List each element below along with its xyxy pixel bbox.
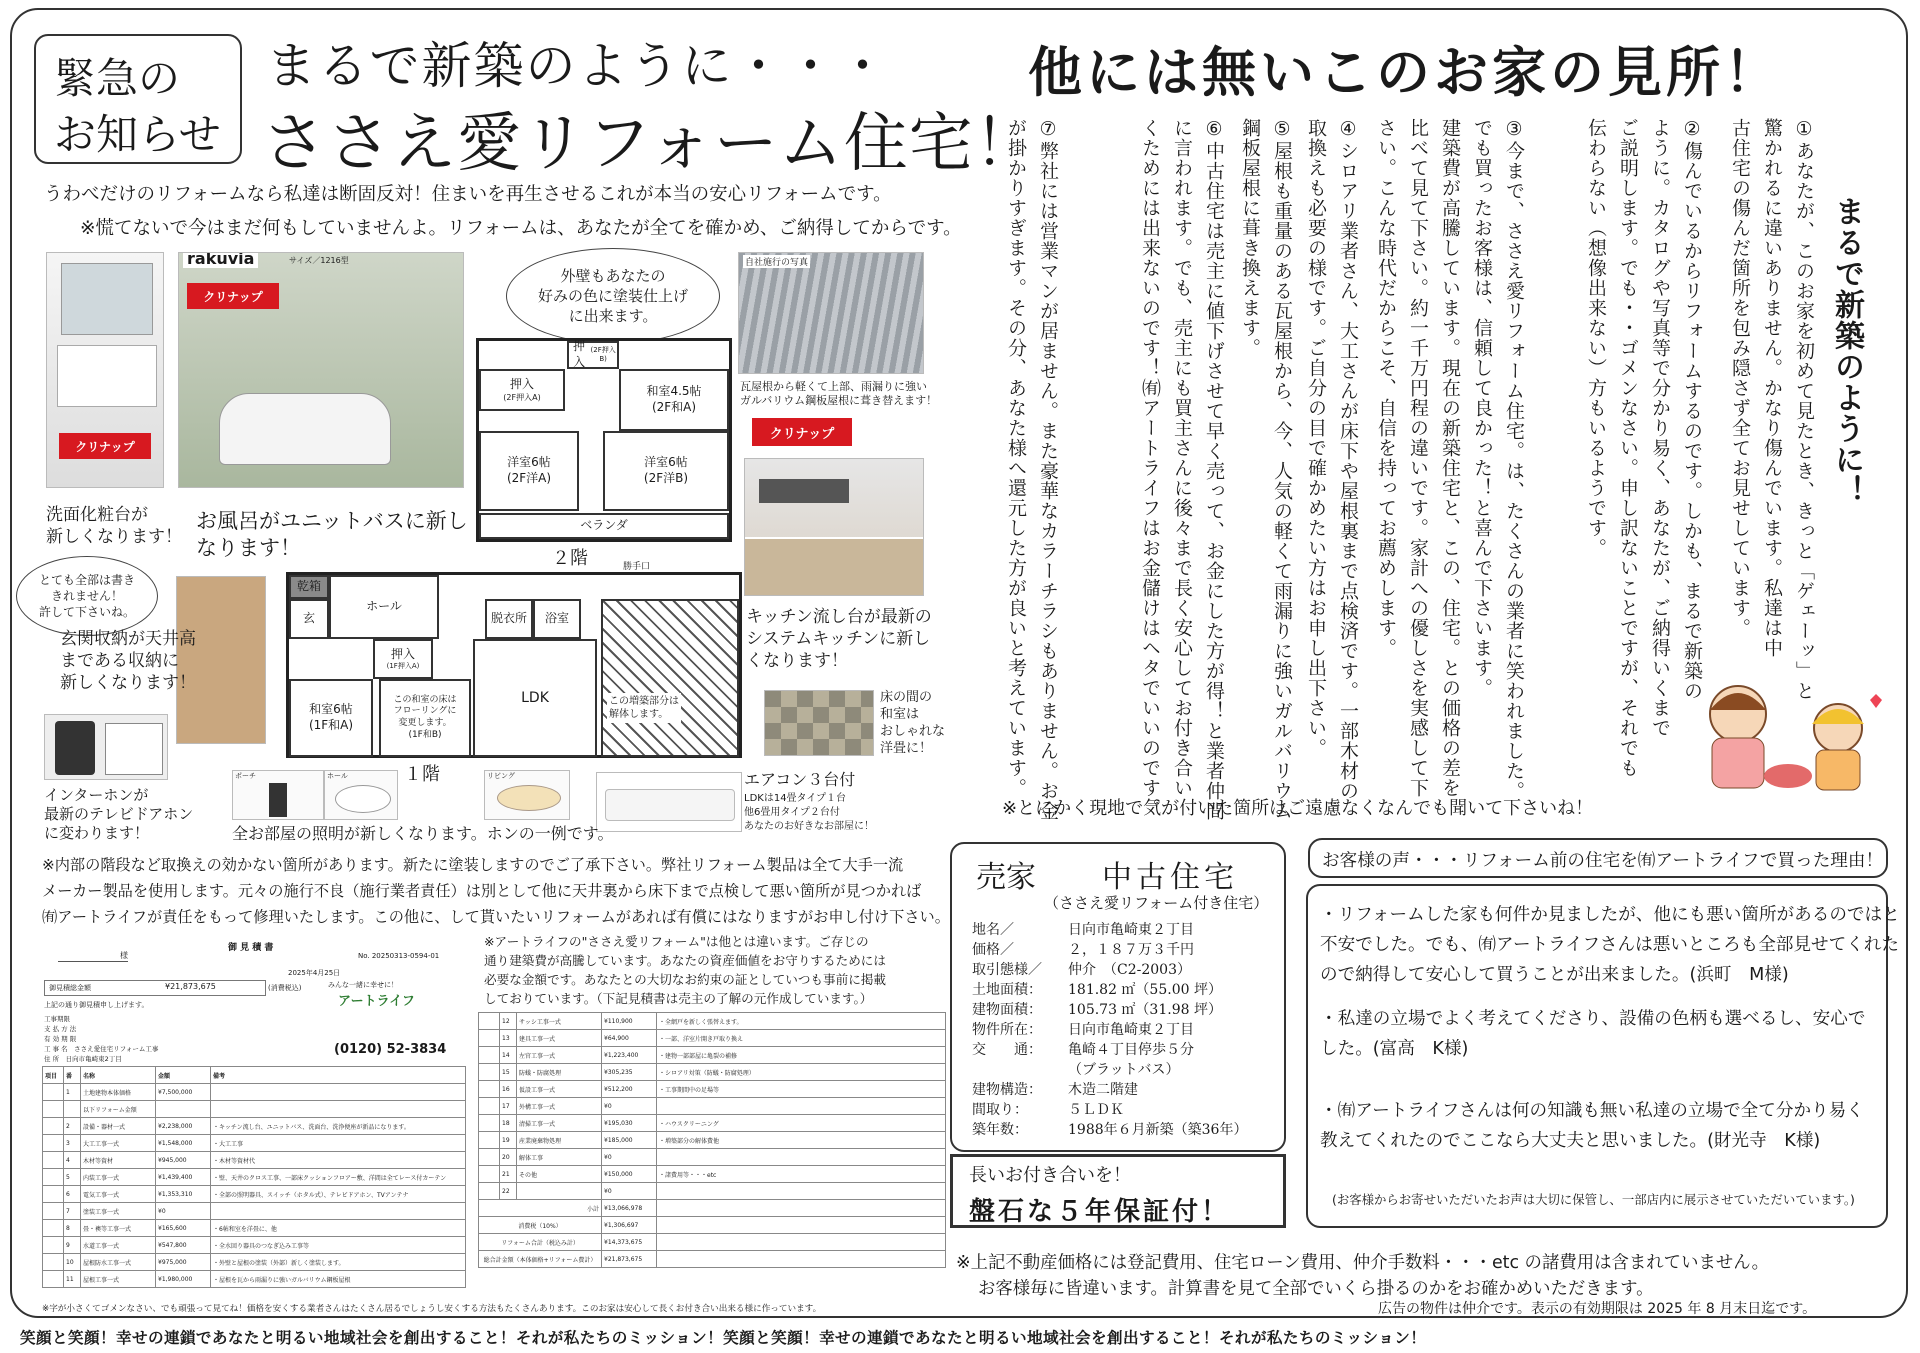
intro-line2: ※慌てないで今はまだ何もしていませんよ。リフォームは、あなたが全てを確かめ、ご納得してからです。 — [80, 218, 962, 239]
exterior-caption: 外壁もあなたの 好みの色に塗装仕上げ に出来ます。 — [537, 266, 688, 326]
estimate-title: 御 見 積 書 — [228, 943, 274, 953]
vertical-p2: ②傷んでいるからリフォームするのです。しかも、まるで新築の ように。カタログや写真等で分かり易く、あなたが、ご納得いくまで ご説明します。でも・・ゴメンなさい。申し訳ないことですが、それでも 伝わらない（想像出来ない）方もいるようです。 — [1585, 118, 1703, 778]
extension-note: この増築部分は 解体します。 — [607, 693, 681, 723]
tatami-caption: 床の間の 和室は おしゃれな 洋畳に！ — [880, 690, 946, 756]
tatami-photo — [764, 690, 874, 756]
estimate-amount-label: 御見積総金額 — [49, 984, 91, 992]
sale-subtitle: （ささえ愛リフォーム付き住宅） — [1044, 894, 1269, 912]
bottom-note-2: お客様毎に皆違います。計算書を見て全部でいくら掛るのかをお確かめいただきます。 — [978, 1279, 1654, 1299]
voices-title: お客様の声・・・リフォーム前の住宅を㈲アートライフで買った理由！ — [1322, 851, 1884, 871]
room-1f-extension — [601, 599, 739, 757]
estimate-left — [38, 940, 468, 1300]
sale-row: 建物構造： 木造二階建 — [972, 1082, 1138, 1098]
sale-row: 価格／ ２，１８７万３千円 — [972, 942, 1194, 958]
exterior-bubble — [506, 248, 720, 344]
badge-line1: 緊急の — [54, 54, 181, 103]
voice-3: ・㈲アートライフさんは何の知識も無い私達の立場で全て分かり易く 教えてくれたのでここなら大丈夫と思いました。(財光寺 K様) — [1320, 1101, 1864, 1151]
back-door-label: 勝手口 — [623, 559, 650, 572]
vertical-p7: ⑦弊社には営業マンが居ません。また豪華なカラーチラシもありません。お金 が掛かりすぎます。その分、あなた様へ還元した方が良いと考えています。 — [1005, 118, 1059, 821]
cleanup-logo-1: クリナップ — [59, 433, 151, 459]
vertical-p6: ⑥中古住宅は売主に値下げさせて早く売って、お金にした方が得！と業者仲間 に言われます。でも、売主にも買主さんに後々まで長く安心してお付き合い くためには出来ないのです！㈲アートライフはお金儲けはヘタでいいのです。 — [1139, 118, 1225, 821]
closet-note-bubble — [16, 556, 158, 636]
light-photo-3: リビング — [484, 770, 570, 820]
floorplan-2f-label: ２階 — [552, 548, 588, 569]
sale-row: 建物面積： 105.73 ㎡（31.98 坪） — [972, 1002, 1222, 1018]
estimate-date: 2025年4月25日 — [288, 969, 341, 977]
voices-box — [1306, 884, 1900, 1228]
estimate-phone: (0120) 52-3834 — [334, 1042, 447, 1057]
intro-line1: うわべだけのリフォームなら私達は断固反対！住まいを再生させるこれが本当の安心リフォームです。 — [44, 184, 892, 205]
room-2f-oshiire-a: 押入 (2F押入A) — [479, 369, 565, 411]
roof-tag: 自社施行の写真 — [743, 255, 810, 268]
voices-title-box — [1308, 838, 1888, 878]
vertical-heading: まるで新築のように！ — [1829, 196, 1864, 506]
vertical-p3: ③今まで、ささえ愛リフォーム住宅。は、たくさんの業者に笑われました。 でも買ったお客様は、信頼して良かった！と喜んで下さいます。 建築費が高騰しています。現在の新築住宅と、この、住宅。との価格の差を 比べて見て下さい。約一千万円程の違いです。家計への優しさを実感して下 さい。こんな時代だからこそ、自信を持ってお薦めします。 — [1375, 118, 1525, 801]
center-note: ※とにかく現地で気が付いた箇所はご遠慮なくなんでも聞いて下さいね！ — [1002, 798, 1594, 819]
notes-left-2: メーカー製品を使用します。元々の施行不良（施行業者責任）は別として他に天井裏から床下まで点検して悪い箇所が見つかれば — [42, 882, 922, 900]
estimate-intro: 上記の通り御見積申し上げます。 — [44, 1001, 149, 1009]
title-line2: ささえ愛リフォーム住宅！ — [262, 107, 1039, 181]
sale-row: 交 通： 亀崎４丁目停歩５分 （ブラットバス） — [972, 1042, 1194, 1078]
lights-caption: 全お部屋の照明が新しくなります。ホンの一例です。 — [232, 824, 614, 843]
art-life-note: ※アートライフの"ささえ愛リフォーム"は他とは違います。ご存じの 通り建築費が高騰しています。あなたの資産価値をお守りするためには 必要な金額です。あなたとの大切なお約束の証としていつも事前に掲載 しておりています。（下記見積書は売主の了解の元作成しています。） — [484, 934, 886, 1006]
room-1f-oshiire: 押入 (1F押入A) — [373, 639, 433, 679]
cleanup-logo-2: クリナップ — [187, 283, 279, 309]
floorplan-1f-label: １階 — [404, 764, 440, 785]
notes-left-3: ㈲アートライフが責任をもって修理いたします。この他に、して貰いたいリフォームがあれば有償にはなりますがお申し付け下さい。 — [42, 908, 950, 926]
sale-row: 取引態様／ 仲介 （C2-2003） — [972, 962, 1191, 978]
room-2f-oshiire-b: 押入 (2F押入B) — [567, 341, 619, 369]
sale-box — [950, 842, 1286, 1152]
washstand-caption: 洗面化粧台が 新しくなります！ — [46, 505, 182, 548]
room-1f-ldk: LDK — [473, 639, 597, 757]
voice-1: ・リフォームした家も何件か見ましたが、他にも悪い箇所があるのではと 不安でした。でも、㈲アートライフさんは悪いところも全部見せてくれた ので納得して安心して買うことが出来ました。(浜町 M様) — [1320, 905, 1900, 985]
sale-rows — [972, 920, 1247, 1140]
estimate-recipient: 様 — [58, 950, 128, 962]
sale-row: 土地面積： 181.82 ㎡（55.00 坪） — [972, 982, 1222, 998]
room-2f-yoshitsu-b: 洋室6帖 (2F洋B) — [603, 431, 729, 511]
room-1f-dressing: 脱衣所 — [485, 599, 533, 639]
light-photo-2: ホール — [324, 770, 398, 820]
roof-photo — [738, 252, 924, 374]
bottom-note-1: ※上記不動産価格には登記費用、住宅ローン費用、仲介手数料・・・etc の諸費用は含まれていません。 — [956, 1253, 1770, 1273]
bath-caption: お風呂がユニットバスに新し なります！ — [196, 509, 468, 561]
bath-photo — [178, 252, 464, 488]
floorplan-2f — [476, 338, 732, 542]
closet-note: とても全部は書き きれません！ 許して下さいね。 — [38, 572, 135, 620]
voices-footnote: (お客様からお寄せいただいたお声は大切に保管し、一部店内に展示させていただいています。) — [1332, 1192, 1855, 1207]
room-1f-entrance: 玄 — [289, 599, 329, 639]
rakuvia-brand: rakuvia — [183, 252, 258, 268]
intercom-caption: インターホンが 最新のテレビドアホン に変わります！ — [44, 786, 194, 842]
title-line1: まるで新築のように・・・ — [266, 37, 890, 95]
estimate-company-tag: みんな一緒に幸せに！ — [328, 981, 398, 989]
room-2f-washitsu: 和室4.5帖 (2F和A) — [619, 369, 729, 431]
vertical-p5: ⑤屋根も重量のある瓦屋根から、今、人気の軽くて雨漏りに強いガルバリウム 鋼板屋根に葺き換えます。 — [1239, 118, 1293, 821]
sale-row: 間取り： ５ＬＤＫ — [972, 1102, 1124, 1118]
room-2f-yoshitsu-a: 洋室6帖 (2F洋A) — [479, 431, 579, 511]
estimate-number: No. 20250313-0594-01 — [358, 952, 440, 960]
badge-line2: お知らせ — [54, 110, 221, 159]
estimate-table-right: 12 サッシ工事一式 ¥110,900 ・全網戸を新しく張替えます。 13 建具工事一式 ¥64,900 ・一部、洋室片開き戸取り換え 14 左官工事一式 ¥1,223,400 ・建物一部部屋に亀裂の補修 15 防蟻・防腐処理 ¥305,235 ・シロアリ対策（防蟻・防腐処理） 16 仮設工事一式 ¥512,200 ・工事期間中の足場等 17 外構工事一式 ¥0 18 清掃工事一式 ¥195,030 ・ハウスクリーニング 19 産業廃棄物処理 ¥185,000 ・増築部分の解体費他 20 解体工事 ¥0 21 その他 ¥150,000 ・諸費用等・・・etc 22 ¥0 小計 ¥13,066,978 消費税（10%） ¥1,306,697 リフォーム合計（税込み計） ¥14,373,675 総合計金額（本体価格+リフォーム費計） ¥21,873,675 — [478, 1012, 946, 1268]
mission-banner: 笑顔と笑顔！幸せの連鎖であなたと明るい地域社会を創出すること！それが私たちのミッション！笑顔と笑顔！幸せの連鎖であなたと明るい地域社会を創出すること！それが私たちのミッション！ — [20, 1329, 1427, 1347]
floorplan-1f — [286, 562, 742, 758]
sale-warranty: 盤石な５年保証付！ — [969, 1197, 1231, 1227]
estimate-footer: ※字が小さくてゴメンなさい、でも頑張って見てね！価格を安くする業者さんはたくさん居るでしょうし安くする方法もたくさんあります。このお家は安心して長くお付き合い出来る様に作っています。 — [42, 1304, 822, 1314]
voice-2: ・私達の立場でよく考えてくださり、設備の色柄も選べるし、安心で した。(富高 K様) — [1320, 1009, 1866, 1059]
warranty-box — [950, 1154, 1286, 1228]
room-1f-washitsu-b: この和室の床は フローリングに 変更します。 (1F和B) — [379, 679, 471, 757]
aircon-photo — [596, 772, 742, 832]
vertical-p4: ④シロアリ業者さん、大工さんが床下や屋根裏まで点検済です。一部木材の 取換えも必要の様です。ご自分の目で確かめたい方はお申し出下さい。 — [1305, 118, 1359, 801]
washstand-photo — [46, 252, 164, 488]
sale-title-right: 中古住宅 — [1102, 860, 1238, 895]
notes-left-1: ※内部の階段など取換えの効かない箇所があります。新たに塗装しますのでご了承下さい。弊社リフォーム製品は全て大手一流 — [42, 856, 904, 874]
kitchen-caption: キッチン流し台が最新の システムキッチンに新し くなります！ — [746, 607, 932, 672]
intercom-photo — [44, 714, 168, 780]
estimate-company: アートライフ — [338, 994, 415, 1009]
aircon-title: エアコン３台付 — [744, 770, 856, 789]
room-1f-bath: 浴室 — [533, 599, 581, 639]
rakuvia-size: サイズ／1216型 — [289, 256, 349, 265]
closet-caption: 玄関収納が天井高 まである収納に 新しくなります！ — [60, 629, 196, 694]
room-1f-hall: ホール — [329, 575, 439, 639]
sale-row: 物件所在： 日向市亀崎東２丁目 — [972, 1022, 1194, 1038]
room-1f-shoebox: 乾箱 — [289, 575, 329, 599]
sale-row: 地名／ 日向市亀崎東２丁目 — [972, 922, 1194, 938]
sale-promise: 長いお付き合いを！ — [969, 1165, 1131, 1186]
cleanup-logo-3: クリナップ — [752, 418, 852, 446]
kitchen-photo — [744, 458, 924, 596]
room-2f-veranda: ベランダ — [479, 513, 729, 539]
estimate-amount: ¥21,873,675 — [165, 982, 216, 991]
sale-title-left: 売家 — [976, 860, 1036, 895]
sale-row: 築年数： 1988年６月新築（築36年） — [972, 1122, 1248, 1138]
right-title: 他には無いこのお家の見所！ — [1028, 41, 1782, 104]
estimate-fields: 工事期限 支 払 方 法 有 効 期 限 工 事 名 ささえ愛住宅リフォーム工事 住 所 日向市亀崎東2丁目 — [44, 1015, 159, 1063]
estimate-tax-note: (消費税込) — [268, 984, 302, 992]
vertical-p1: ①あなたが、このお家を初めて見たとき、きっと「ゲェーッ」と 驚かれるに違いありません。かなり傷んでいます。私達は中 古住宅の傷んだ箇所を包み隠さず全てお見せしています。 — [1729, 118, 1815, 701]
validity-note: 広告の物件は仲介です。表示の有効期限は 2025 年 8 月末日迄です。 — [1378, 1301, 1817, 1317]
aircon-detail: LDKは14畳タイプ１台 他6畳用タイプ２台付 あなたのお好きなお部屋に！ — [744, 793, 874, 832]
estimate-table-left: 項目 番 名称 金額 備考 1 土地建物本体価格 ¥7,500,000 以下リフォーム金額 2 設備・器材一式 ¥2,238,000 ・キッチン流し台、ユニットバス、洗面台、洗浄便座が新品になります。 3 大工工事一式 ¥1,548,000 ・大工工事 4 木材等資材 ¥945,000 ・木材等資材代 5 内装工事一式 ¥1,439,400 ・壁、天井のクロス工事、一部床クッションフロアー敷、洋間は全てレース付カーテン 6 電気工事一式 ¥1,353,310 ・全部の照明器具、スイッチ（ホタル式）、テレビドアホン、TVアンテナ 7 塗装工事一式 ¥0 8 畳・襖等工事一式 ¥165,600 ・6帖和室を洋畳に、他 9 水道工事一式 ¥547,800 ・全水回り器具のつなぎ込み工事等 10 屋根防水工事一式 ¥975,000 ・外壁と屋根の塗装（外部）新しく塗装します。 11 屋根工事一式 ¥1,980,000 ・屋根を瓦から雨漏りに強いガルバリウム鋼板屋根 — [42, 1066, 466, 1288]
light-photo-1: ポーチ — [232, 770, 324, 820]
mother-child-illustration — [1670, 676, 1900, 794]
room-1f-washitsu-a: 和室6帖 (1F和A) — [289, 679, 373, 757]
roof-caption: 瓦屋根から軽くて上部、雨漏りに強い ガルバリウム鋼板屋根に葺き替えます！ — [740, 380, 938, 408]
urgent-badge — [34, 34, 242, 164]
